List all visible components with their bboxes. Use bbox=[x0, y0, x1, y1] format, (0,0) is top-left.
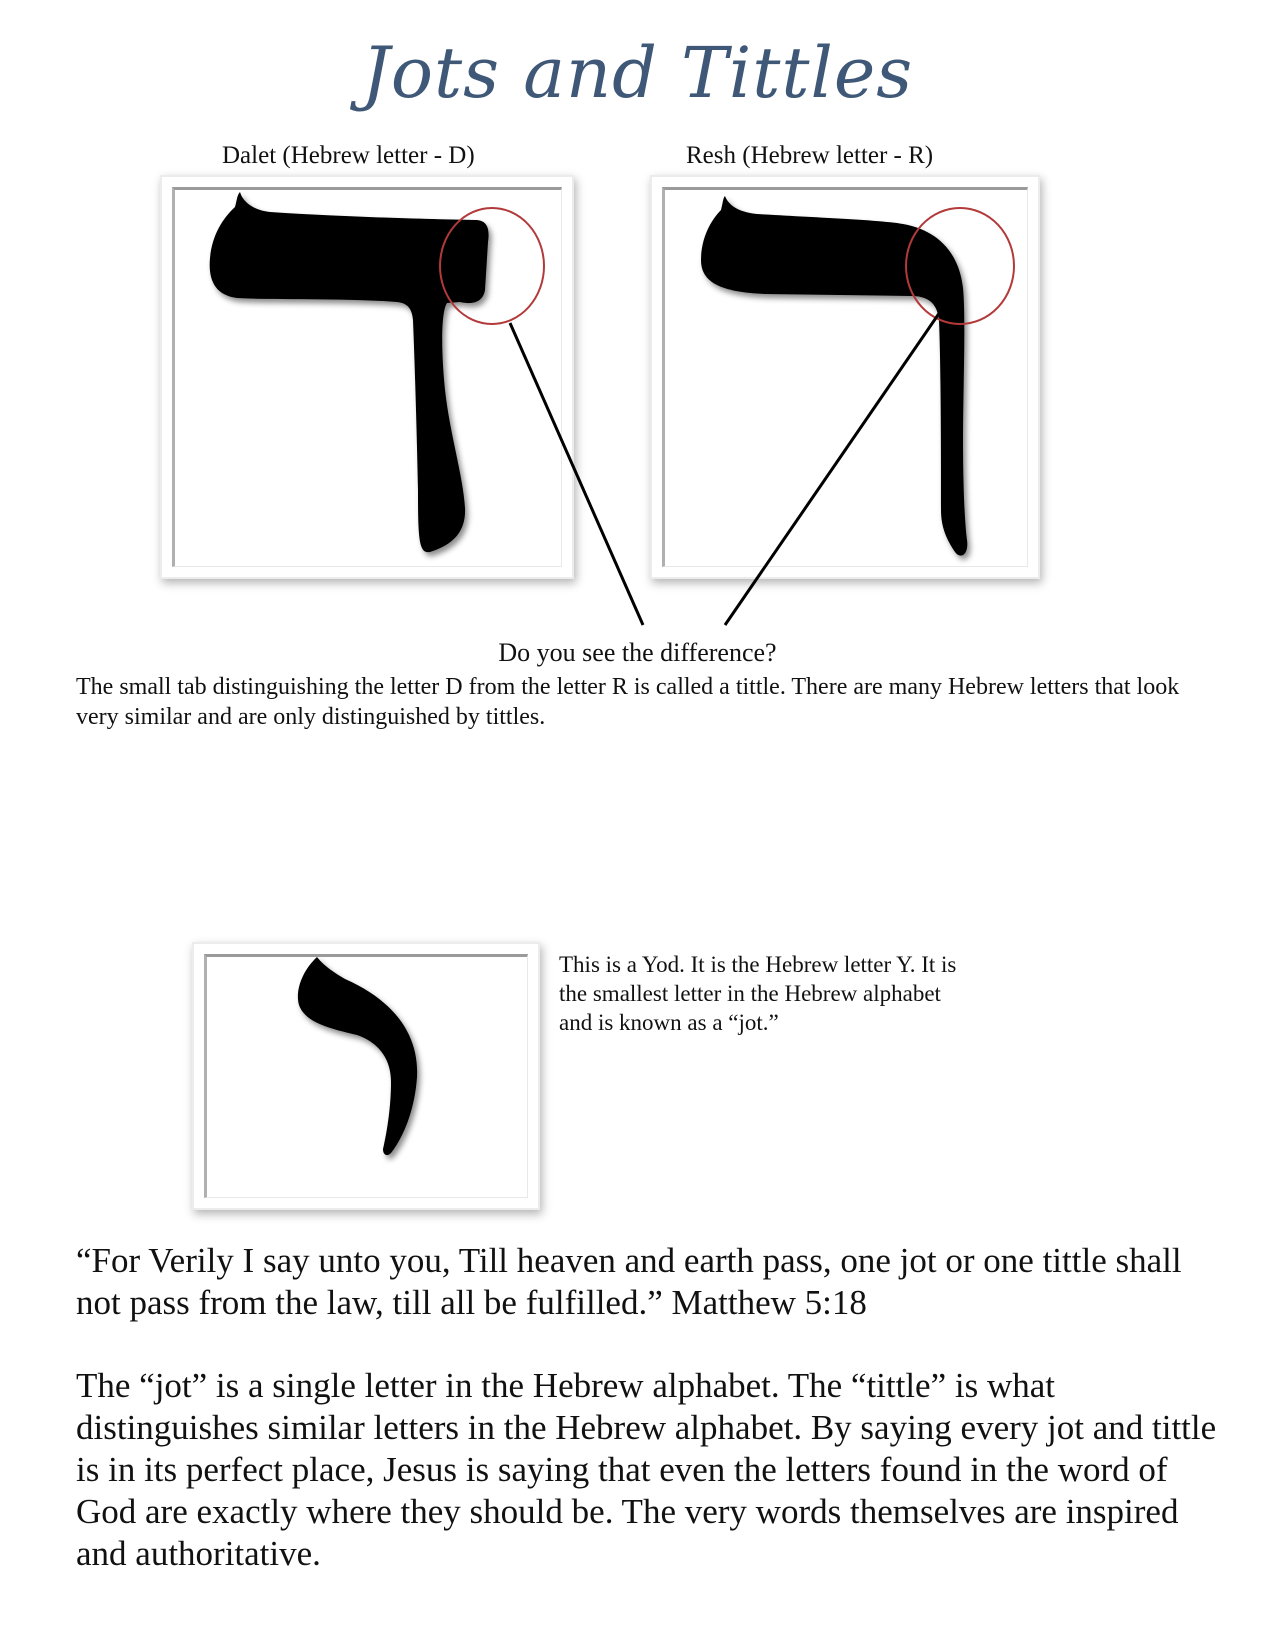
resh-letter-image bbox=[665, 190, 1027, 566]
dalet-letter-image bbox=[175, 190, 561, 566]
dalet-figure-canvas bbox=[172, 187, 562, 567]
closing-paragraph: The “jot” is a single letter in the Hebrew alphabet. The “tittle” is what distinguishes similar letters in the Hebrew alphabet. By saying every jot and tittle is in its perfect place, Jesus is saying that even the letters found in the word of God are exactly where they should be. The very words themselves are inspired and authoritative. bbox=[76, 1366, 1217, 1573]
dalet-glyph-shape bbox=[210, 192, 489, 552]
page-title: Jots and Tittles bbox=[361, 32, 914, 114]
tittle-explanation-text: The small tab distinguishing the letter D from the letter R is called a tittle. There are many Hebrew letters that look very similar and are only distinguished by tittles. bbox=[76, 674, 1180, 730]
resh-figure-canvas bbox=[662, 187, 1028, 567]
yod-figure-canvas bbox=[204, 954, 528, 1198]
dalet-caption: Dalet (Hebrew letter - D) bbox=[222, 142, 475, 169]
scripture-quote: “For Verily I say unto you, Till heaven and earth pass, one jot or one tittle shall not pass from the law, till all be fulfilled.” Matthew 5:18 bbox=[76, 1241, 1182, 1322]
yod-description-text: This is a Yod. It is the Hebrew letter Y. It is the smallest letter in the Hebrew alphabet and is known as a “jot.” bbox=[559, 952, 957, 1035]
resh-caption: Resh (Hebrew letter - R) bbox=[686, 142, 934, 169]
resh-figure-frame bbox=[650, 175, 1040, 579]
yod-letter-image bbox=[207, 957, 527, 1197]
question-text: Do you see the difference? bbox=[498, 638, 777, 667]
dalet-figure-frame bbox=[160, 175, 574, 579]
resh-glyph-shape bbox=[701, 196, 967, 556]
yod-figure-frame bbox=[192, 942, 540, 1210]
yod-glyph-shape bbox=[298, 957, 417, 1155]
